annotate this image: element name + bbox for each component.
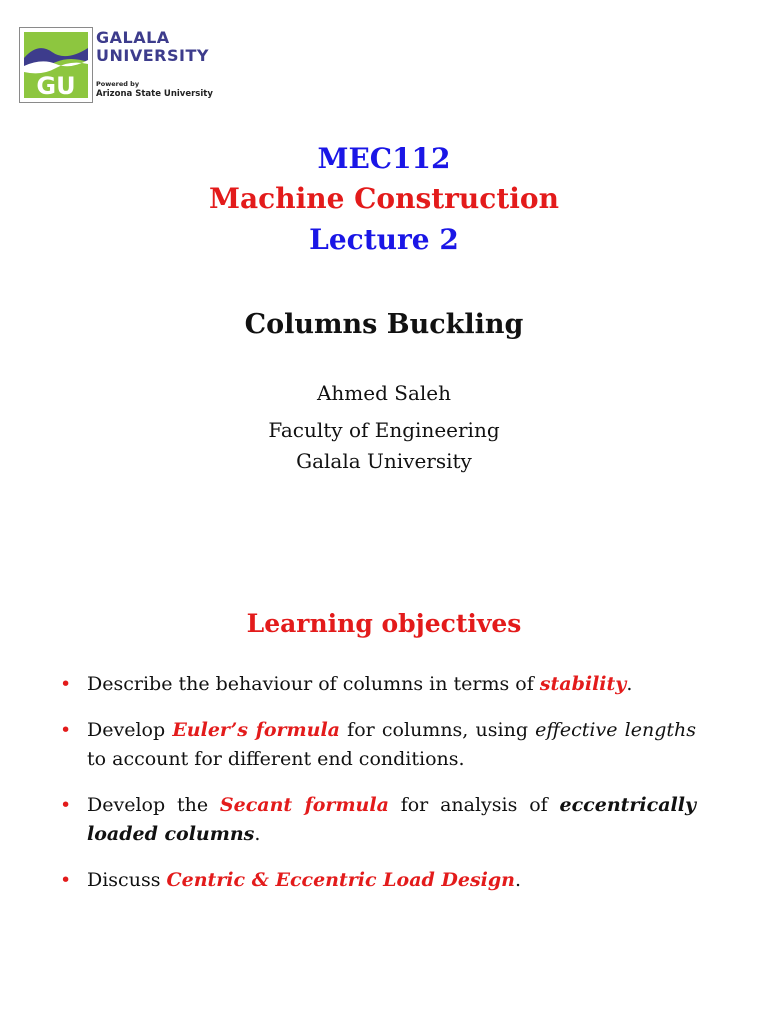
objective-text: Develop xyxy=(87,719,173,741)
objective-emphasis: eccentrically loaded columns xyxy=(87,794,696,845)
objective-emphasis: effective lengths xyxy=(535,719,696,741)
bullet-icon: • xyxy=(60,673,72,695)
objective-keyword: Secant formula xyxy=(219,794,389,816)
faculty-name: Faculty of Engineering xyxy=(268,418,500,442)
objective-keyword: Euler’s formula xyxy=(172,719,340,741)
objective-keyword: stability xyxy=(539,673,627,695)
author-name: Ahmed Saleh xyxy=(316,381,452,405)
logo-name-line2: UNIVERSITY xyxy=(96,46,209,65)
lecture-topic: Columns Buckling xyxy=(244,309,524,340)
university-logo xyxy=(19,27,235,105)
objective-item xyxy=(60,716,696,774)
objective-item xyxy=(60,670,696,699)
logo-powered-by: Powered by xyxy=(96,80,140,88)
objective-keyword: Centric & Eccentric Load Design xyxy=(166,869,515,891)
objective-text: . xyxy=(515,869,522,891)
bullet-icon: • xyxy=(60,719,72,741)
svg-text:GU: GU xyxy=(36,72,76,100)
objective-item xyxy=(60,791,696,849)
logo-name-line1: GALALA xyxy=(96,28,170,47)
objective-text: for columns, using xyxy=(340,719,536,741)
objective-item xyxy=(60,866,696,895)
gu-emblem-graphic xyxy=(20,28,92,102)
logo-partner: Arizona State University xyxy=(96,89,213,99)
objective-text: . xyxy=(626,673,633,695)
bullet-icon: • xyxy=(60,869,72,891)
university-name: Galala University xyxy=(296,449,472,473)
objectives-list xyxy=(60,670,696,895)
lecture-number: Lecture 2 xyxy=(309,223,459,256)
objective-text: . xyxy=(254,823,261,845)
course-code: MEC112 xyxy=(317,142,451,175)
objective-text: Discuss xyxy=(87,869,167,891)
objective-text: for analysis of xyxy=(388,794,560,816)
objectives-heading: Learning objectives xyxy=(246,609,522,638)
objective-text: Develop the xyxy=(87,794,220,816)
bullet-icon: • xyxy=(60,794,72,816)
logo-emblem xyxy=(19,27,93,103)
objective-text: to account for different end conditions. xyxy=(87,748,465,770)
course-title: Machine Construction xyxy=(209,182,559,215)
objective-text: Describe the behaviour of columns in terms of xyxy=(87,673,540,695)
